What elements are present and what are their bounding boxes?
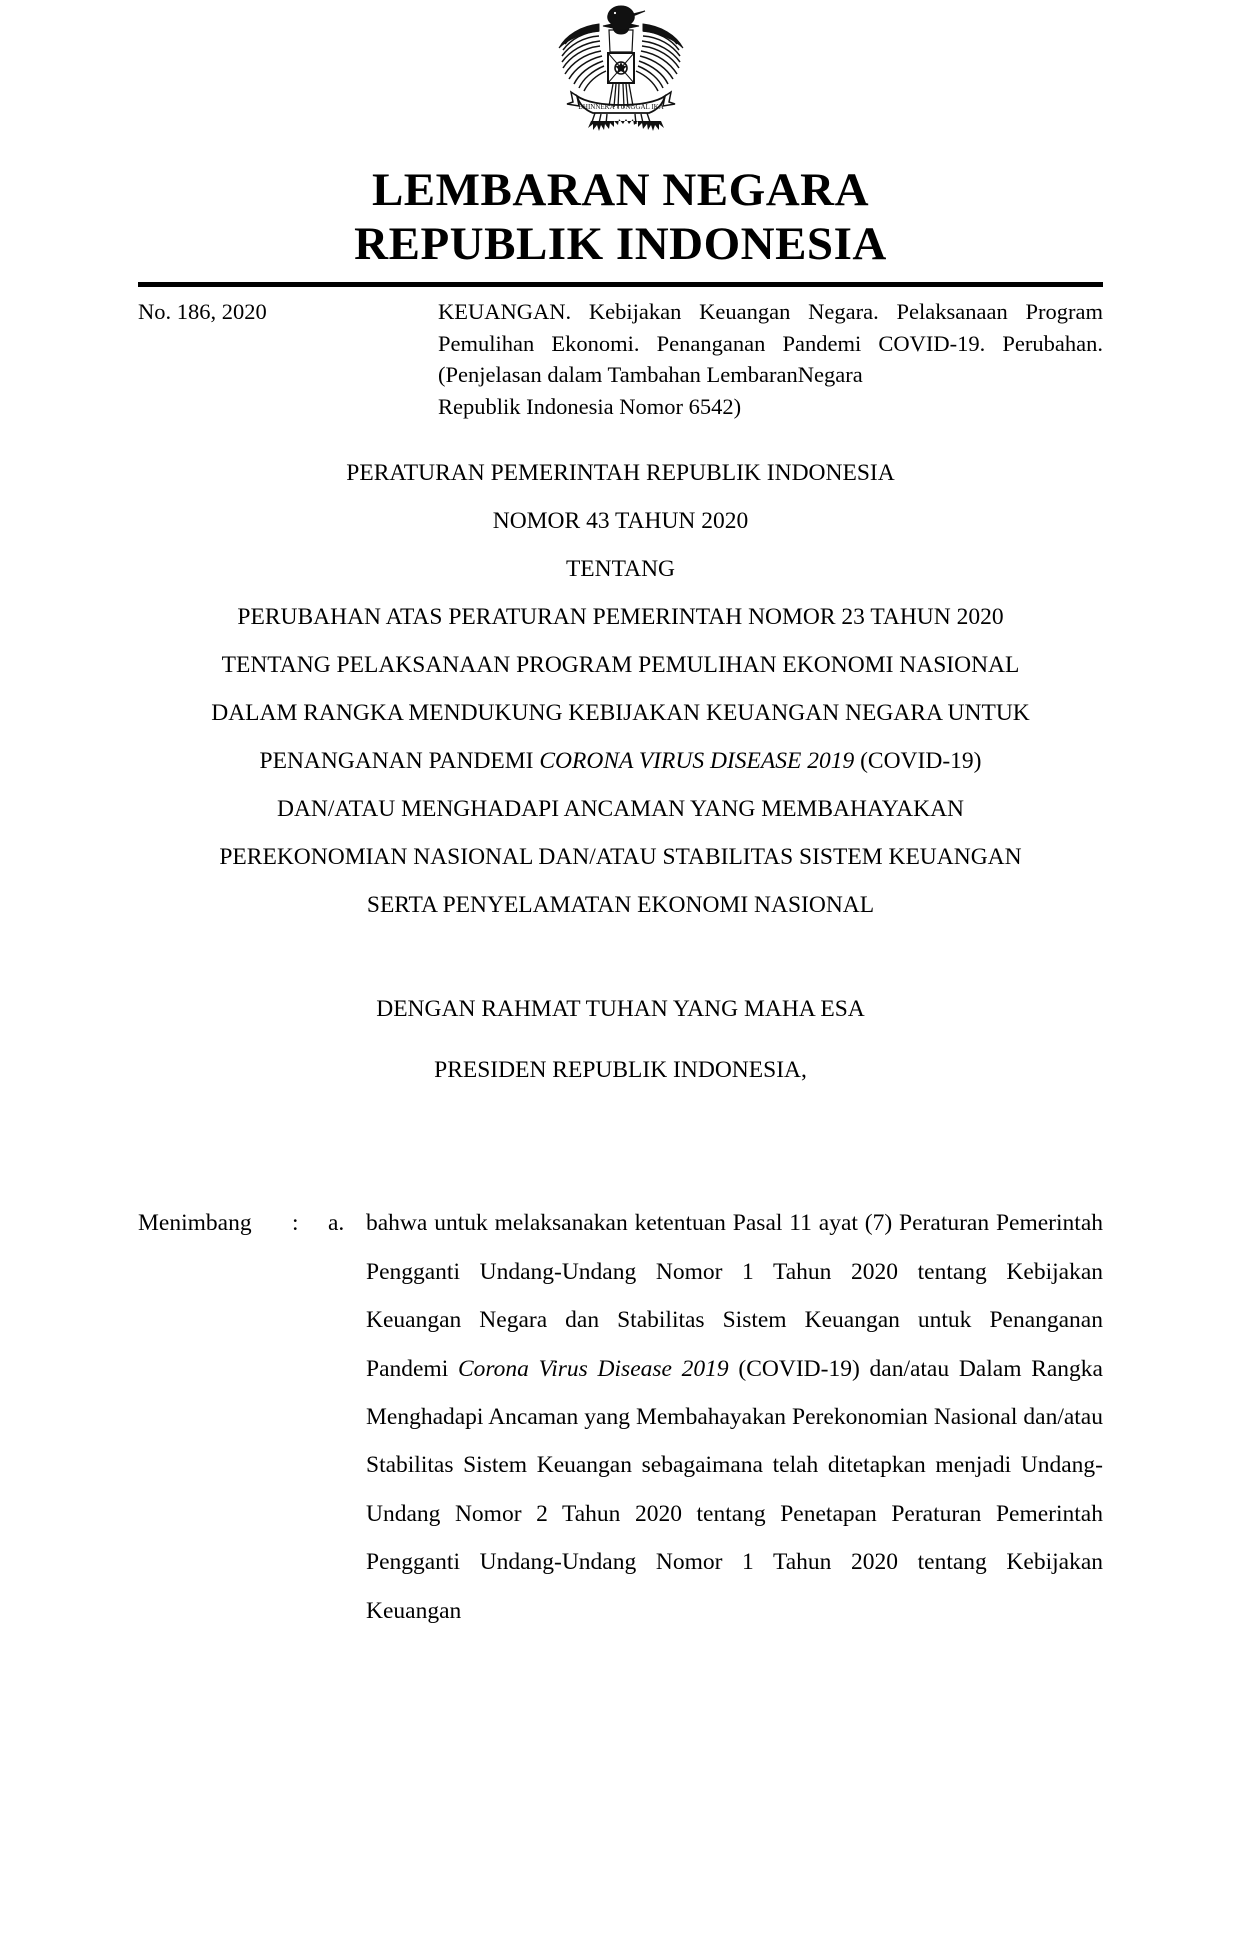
header-keywords: [438, 296, 1103, 422]
considering-item-text: [366, 1199, 1103, 1635]
title-line-10: SERTA PENYELAMATAN EKONOMI NASIONAL: [366, 891, 875, 918]
document-number: No. 186, 2020: [138, 299, 267, 325]
title-line-7-italic: CORONA VIRUS DISEASE 2019: [539, 747, 855, 774]
considering-label: Menimbang: [138, 1210, 252, 1237]
masthead-line-2: REPUBLIK INDONESIA: [354, 217, 887, 270]
blessing-line: DENGAN RAHMAT TUHAN YANG MAHA ESA: [376, 995, 865, 1022]
considering-colon: :: [292, 1210, 299, 1237]
header-divider-rule: [138, 282, 1103, 287]
masthead-line-1: LEMBARAN NEGARA: [371, 164, 870, 216]
garuda-pancasila-emblem: [537, 0, 705, 140]
spacer-before-considering: [0, 1095, 1241, 1199]
regulation-title-block: [60, 450, 1181, 929]
spacer-before-signatory: [0, 1033, 1241, 1047]
title-line-6: DALAM RANGKA MENDUKUNG KEBIJAKAN KEUANGAN NEGARA UNTUK: [211, 699, 1030, 726]
title-line-2: NOMOR 43 TAHUN 2020: [492, 508, 749, 535]
title-line-7-suffix: (COVID-19): [854, 747, 982, 774]
header-metadata-row: [138, 296, 1103, 422]
considering-section: [138, 1199, 1103, 1635]
signatory-line: PRESIDEN REPUBLIK INDONESIA,: [434, 1057, 807, 1084]
title-line-5: TENTANG PELAKSANAAN PROGRAM PEMULIHAN EKONOMI NASIONAL: [221, 651, 1020, 678]
header-keywords-text: KEUANGAN. Kebijakan Keuangan Negara. Pelaksanaan Program Pemulihan Ekonomi. Penanganan Pandemi COVID-19. Perubahan. (Penjelasan dalam Tambahan LembaranNegara: [438, 299, 1103, 388]
considering-item-marker: a.: [328, 1210, 345, 1237]
considering-text-suffix: (COVID-19) dan/atau Dalam Rangka Menghadapi Ancaman yang Membahayakan Perekonomian Nasional dan/atau Stabilitas Sistem Keuangan sebagaimana telah ditetapkan menjadi Undang-Undang Nomor 2 Tahun 2020 tentang Penetapan Peraturan Pemerintah Pengganti Undang-Undang Nomor 1 Tahun 2020 tentang Kebijakan Keuangan: [366, 1355, 1103, 1624]
title-line-7-prefix: PENANGANAN PANDEMI: [259, 747, 540, 774]
title-line-8: DAN/ATAU MENGHADAPI ANCAMAN YANG MEMBAHAYAKAN: [276, 795, 965, 822]
title-line-3: TENTANG: [565, 556, 676, 583]
masthead: [0, 164, 1241, 271]
considering-text-prefix: bahwa untuk melaksanakan ketentuan Pasal 11 ayat (7) Peraturan Pemerintah Pengganti Undang-Undang Nomor 1 Tahun 2020 tentang Kebijakan Keuangan Negara dan Stabilitas Sistem Keuangan untuk Penanganan Pandemi: [366, 1210, 1103, 1382]
svg-text:BHINNEKA TUNGGAL IKA: BHINNEKA TUNGGAL IKA: [577, 103, 664, 111]
considering-text-italic: Corona Virus Disease 2019: [457, 1355, 729, 1382]
title-line-4: PERUBAHAN ATAS PERATURAN PEMERINTAH NOMOR 23 TAHUN 2020: [237, 603, 1004, 630]
title-line-9: PEREKONOMIAN NASIONAL DAN/ATAU STABILITAS SISTEM KEUANGAN: [219, 843, 1022, 870]
title-line-1: PERATURAN PEMERINTAH REPUBLIK INDONESIA: [346, 460, 895, 487]
header-keywords-last-line: Republik Indonesia Nomor 6542): [438, 393, 742, 419]
emblem-container: [0, 0, 1241, 140]
title-line-7: [60, 738, 1181, 786]
spacer-before-blessing: [0, 930, 1241, 986]
